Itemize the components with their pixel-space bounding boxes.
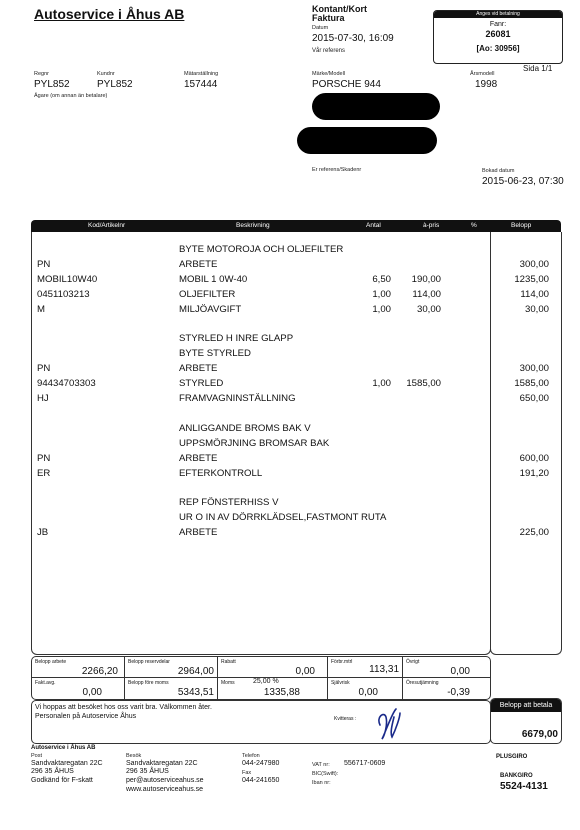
message-box	[31, 700, 491, 744]
rounding-label: Öresutjämning	[406, 680, 439, 686]
plusgiro-label: PLUSGIRO	[496, 754, 528, 760]
item-description: BYTE STYRLED	[179, 348, 251, 360]
thanks-message: Vi hoppas att besöket hos oss varit bra. Välkommen åter.	[35, 704, 212, 711]
parts-label: Belopp reservdelar	[128, 659, 170, 665]
item-description: ARBETE	[179, 527, 218, 539]
table-row	[0, 363, 580, 376]
deductible-label: Självrisk	[331, 680, 350, 686]
redacted-name	[312, 93, 440, 120]
kundnr: PYL852	[97, 79, 133, 90]
invoice-date: 2015-07-30, 16:09	[312, 33, 394, 44]
item-description: OLJEFILTER	[179, 288, 236, 300]
pre-vat-amount: 5343,51	[177, 687, 214, 698]
fee-amount: 0,00	[82, 687, 102, 698]
kundnr-label: Kundnr	[97, 71, 115, 77]
vat-amount: 1335,88	[263, 687, 300, 698]
item-amount: 300,00	[519, 363, 549, 375]
table-row	[0, 482, 580, 495]
fanr-number: 26081	[485, 29, 511, 39]
item-quantity: 1,00	[372, 288, 391, 300]
payment-ref-header: Anges vid betalning	[434, 11, 562, 18]
table-row	[0, 274, 580, 287]
page-number: Sida 1/1	[523, 64, 553, 73]
item-code: 94434703303	[37, 378, 96, 390]
fax: 044-241650	[242, 777, 280, 784]
item-description: UPPSMÖRJNING BROMSAR BAK	[179, 437, 330, 449]
item-amount: 650,00	[519, 393, 549, 404]
consumables-amount: 113,31	[369, 664, 399, 675]
table-row	[0, 408, 580, 421]
year-label: Årsmodell	[470, 71, 495, 77]
footer-company: Autoservice i Åhus AB	[31, 745, 96, 751]
post-city: 296 35 ÅHUS	[31, 768, 74, 775]
vat-nr: 556717-0609	[344, 760, 386, 767]
item-code: ER	[37, 467, 51, 479]
item-amount: 191,20	[519, 467, 549, 479]
item-amount: 1235,00	[514, 273, 549, 285]
item-code: PN	[37, 258, 51, 270]
table-row	[0, 289, 580, 302]
item-amount: 300,00	[519, 258, 549, 270]
item-code: M	[37, 303, 45, 315]
item-unit-price: 1585,00	[406, 378, 441, 390]
odometer: 157444	[184, 79, 218, 90]
item-code: JB	[37, 527, 49, 539]
booked-date: 2015-06-23, 07:30	[482, 176, 564, 187]
item-description: EFTERKONTROLL	[179, 467, 263, 479]
bankgiro-number: 5524-4131	[500, 781, 548, 792]
amount-due: 6679,00	[521, 729, 558, 740]
car-model: PORSCHE 944	[312, 79, 381, 90]
item-description: ARBETE	[179, 258, 218, 270]
table-row	[0, 527, 580, 540]
col-belopp: Belopp	[511, 222, 532, 229]
our-ref-label: Vår referens	[312, 48, 346, 54]
receipt-label: Kvitteras :	[334, 716, 357, 722]
doc-type-2: Faktura	[312, 13, 345, 23]
vat-percent: 25,00 %	[253, 678, 279, 685]
regnr-label: Regnr	[34, 71, 49, 77]
amount-due-label: Belopp att betala	[491, 699, 561, 712]
vat-nr-label: VAT nr:	[312, 762, 330, 768]
item-quantity: 6,50	[372, 273, 391, 285]
item-description: UR O IN AV DÖRRKLÄDSEL,FASTMONT RUTA	[179, 512, 387, 524]
deductible-amount: 0,00	[358, 687, 378, 698]
owner-label: Ägare (om annan än betalare)	[34, 93, 108, 99]
item-description: FRAMVAGNINSTÄLLNING	[179, 393, 296, 404]
table-row	[0, 497, 580, 510]
item-code: MOBIL10W40	[37, 273, 98, 285]
other-amount: 0,00	[450, 666, 470, 677]
table-row	[0, 423, 580, 436]
pre-vat-label: Belopp före moms	[128, 680, 169, 686]
post-label: Post	[31, 753, 43, 759]
date-label: Datum	[312, 25, 329, 31]
col-pris: à-pris	[423, 222, 440, 229]
table-row	[0, 348, 580, 361]
vat-label: Moms	[221, 680, 235, 686]
iban-label: Iban nr:	[312, 780, 331, 786]
table-row	[0, 438, 580, 451]
item-unit-price: 114,00	[412, 288, 441, 300]
handwritten-signature	[370, 703, 410, 743]
col-antal: Antal	[366, 222, 381, 229]
model-label: Märke/Modell	[312, 71, 346, 77]
table-row	[0, 304, 580, 317]
col-code: Kod/Artikelnr	[88, 222, 126, 229]
item-code: PN	[37, 363, 51, 375]
amount-due-box	[490, 698, 562, 744]
parts-amount: 2964,00	[177, 666, 214, 677]
other-label: Övrigt	[406, 659, 420, 665]
item-description: MOBIL 1 0W-40	[179, 273, 248, 285]
post-address: Sandvaktaregatan 22C	[31, 760, 103, 767]
col-pct: %	[471, 222, 477, 229]
booked-label: Bokad datum	[482, 168, 515, 174]
item-description: STYRLED H INRE GLAPP	[179, 333, 294, 345]
table-row	[0, 259, 580, 272]
table-row	[0, 378, 580, 391]
discount-amount: 0,00	[295, 666, 315, 677]
visit-label: Besök	[126, 753, 142, 759]
item-code: 0451103213	[37, 288, 90, 300]
col-desc: Beskrivning	[236, 222, 270, 229]
item-description: ARBETE	[179, 363, 218, 375]
table-header	[31, 220, 561, 232]
staff-signature-text: Personalen på Autoservice Åhus	[35, 713, 137, 720]
item-description: MILJÖAVGIFT	[179, 303, 242, 315]
fee-label: Fakt.avg.	[35, 680, 56, 686]
visit-city: 296 35 ÅHUS	[126, 768, 169, 775]
email: per@autoserviceahus.se	[126, 777, 204, 784]
item-unit-price: 30,00	[416, 303, 441, 315]
item-unit-price: 190,00	[411, 273, 441, 285]
item-amount: 225,00	[519, 527, 549, 539]
model-year: 1998	[475, 79, 498, 90]
item-description: ANLIGGANDE BROMS BAK V	[179, 422, 311, 434]
item-amount: 600,00	[519, 452, 549, 464]
visit-address: Sandvaktaregatan 22C	[126, 760, 198, 767]
item-quantity: 1,00	[372, 378, 391, 390]
table-row	[0, 244, 580, 257]
redacted-address	[297, 127, 437, 154]
labor-amount: 2266,20	[81, 666, 118, 677]
item-amount: 1585,00	[514, 378, 549, 390]
rounding-amount: -0,39	[447, 687, 470, 698]
doc-type-1: Kontant/Kort	[312, 4, 367, 14]
payment-ref-box	[433, 10, 563, 64]
item-code: PN	[37, 452, 51, 464]
odometer-label: Mätarställning	[184, 71, 219, 77]
item-quantity: 1,00	[372, 303, 391, 315]
customer-ref-label: Er referens/Skadenr	[312, 167, 362, 173]
item-amount: 30,00	[524, 303, 549, 315]
table-row	[0, 512, 580, 525]
website: www.autoserviceahus.se	[126, 786, 204, 793]
table-row	[0, 319, 580, 332]
item-description: STYRLED	[179, 378, 224, 390]
regnr: PYL852	[34, 79, 70, 90]
discount-label: Rabatt	[221, 659, 236, 665]
table-row	[0, 393, 580, 406]
labor-label: Belopp arbete	[35, 659, 67, 665]
bic-label: BIC(Swift):	[312, 771, 339, 777]
item-amount: 114,00	[520, 288, 549, 300]
item-description: REP FÖNSTERHISS V	[179, 497, 279, 509]
company-name: Autoservice i Åhus AB	[34, 6, 185, 22]
phone: 044-247980	[242, 760, 280, 767]
table-row	[0, 333, 580, 346]
item-description: ARBETE	[179, 452, 218, 464]
item-code: HJ	[37, 393, 49, 404]
item-description: BYTE MOTOROJA OCH OLJEFILTER	[179, 244, 344, 255]
consumables-label: Förbr.mtrl	[331, 659, 353, 665]
ao-number: [Ao: 30956]	[476, 44, 520, 53]
totals-box	[31, 656, 491, 700]
phone-label: Telefon	[242, 753, 260, 759]
bankgiro-label: BANKGIRO	[500, 773, 533, 779]
table-row	[0, 468, 580, 481]
tax-approval: Godkänd för F-skatt	[31, 777, 93, 784]
fanr-label: Fanr:	[489, 21, 507, 28]
fax-label: Fax	[242, 770, 252, 776]
table-row	[0, 453, 580, 466]
